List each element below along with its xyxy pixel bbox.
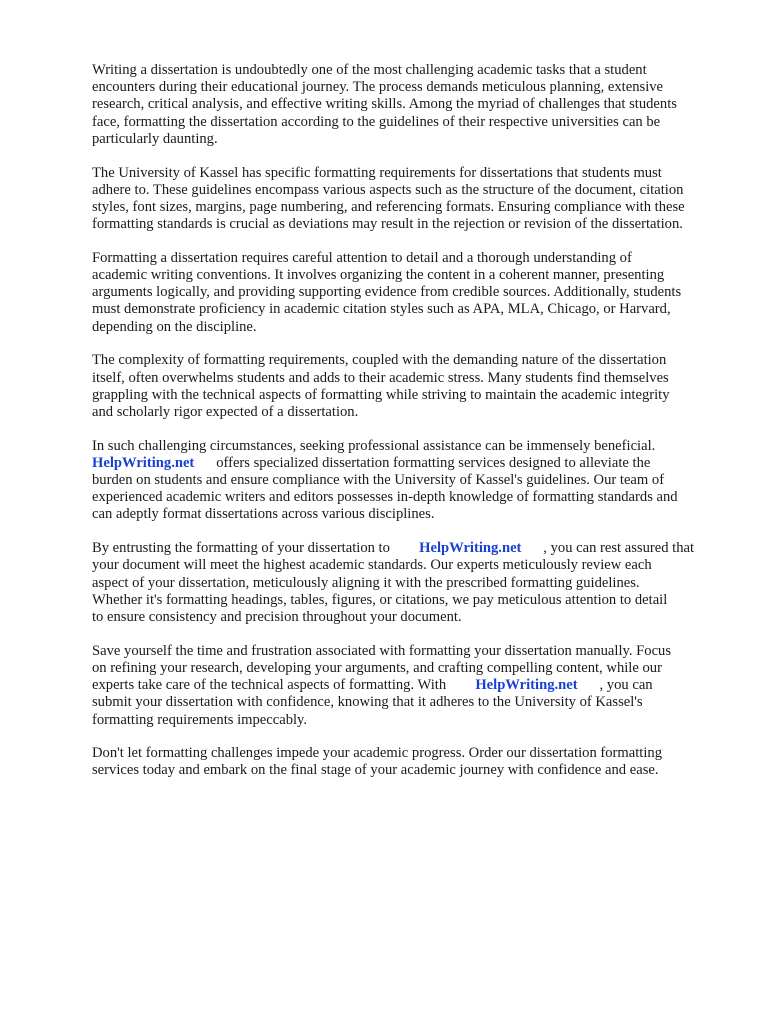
text-line: to ensure consistency and precision throughout your document. — [92, 608, 462, 625]
text-line — [92, 455, 728, 472]
paragraph-1 — [92, 62, 728, 148]
text-line: burden on students and ensure compliance with the University of Kassel's guidelines. Our team of — [92, 472, 665, 489]
text-line: must demonstrate proficiency in academic citation styles such as APA, MLA, Chicago, or Harvard, — [92, 301, 671, 318]
paragraph-4 — [92, 352, 728, 421]
helpwriting-link[interactable]: HelpWriting.net — [419, 540, 522, 557]
paragraph-6 — [92, 540, 728, 626]
text-line: Formatting a dissertation requires careful attention to detail and a thorough understanding of — [92, 249, 632, 266]
paragraph-2 — [92, 165, 728, 234]
text-fragment: By entrusting the formatting of your dissertation to — [92, 540, 390, 557]
text-line: arguments logically, and providing supporting evidence from credible sources. Additionally, students — [92, 284, 682, 301]
paragraph-7 — [92, 643, 728, 729]
text-fragment: experts take care of the technical aspects of formatting. With — [92, 677, 447, 694]
text-line: encounters during their educational journey. The process demands meticulous planning, extensive — [92, 79, 664, 96]
text-line: styles, font sizes, margins, page numbering, and referencing formats. Ensuring compliance with these — [92, 198, 685, 215]
text-line: services today and embark on the final stage of your academic journey with confidence and ease. — [92, 762, 659, 779]
text-line: formatting standards is crucial as deviations may result in the rejection or revision of the dissertation. — [92, 216, 683, 233]
text-line — [92, 677, 728, 694]
link-spacer — [446, 677, 475, 693]
text-line: The University of Kassel has specific formatting requirements for dissertations that students must — [92, 164, 662, 181]
text-line: Whether it's formatting headings, tables, figures, or citations, we pay meticulous attention to detail — [92, 591, 668, 608]
text-line: face, formatting the dissertation according to the guidelines of their respective universities can be — [92, 113, 661, 130]
link-spacer — [521, 540, 543, 556]
text-line: on refining your research, developing your arguments, and crafting compelling content, while our — [92, 659, 662, 676]
text-line: The complexity of formatting requirements, coupled with the demanding nature of the dissertation — [92, 352, 667, 369]
text-line: formatting requirements impeccably. — [92, 711, 308, 728]
link-spacer — [578, 677, 600, 693]
text-line: aspect of your dissertation, meticulously aligning it with the prescribed formatting guidelines. — [92, 574, 640, 591]
paragraph-8 — [92, 745, 728, 779]
text-line: Writing a dissertation is undoubtedly one of the most challenging academic tasks that a student — [92, 62, 647, 78]
text-line: Don't let formatting challenges impede your academic progress. Order our dissertation formatting — [92, 745, 662, 762]
link-spacer — [194, 455, 216, 471]
text-line — [92, 540, 728, 557]
text-line: research, critical analysis, and effective writing skills. Among the myriad of challenges that students — [92, 96, 677, 113]
link-spacer — [390, 540, 419, 556]
text-line: academic writing conventions. It involves organizing the content in a coherent manner, presenting — [92, 267, 665, 284]
text-line: In such challenging circumstances, seeking professional assistance can be immensely beneficial. — [92, 437, 656, 454]
paragraph-3 — [92, 250, 728, 336]
text-line: Save yourself the time and frustration associated with formatting your dissertation manually. Focus — [92, 642, 672, 659]
helpwriting-link[interactable]: HelpWriting.net — [475, 677, 578, 694]
helpwriting-link[interactable]: HelpWriting.net — [92, 454, 195, 471]
text-line: grappling with the technical aspects of formatting while striving to maintain the academic integrity — [92, 386, 670, 403]
document-body — [92, 62, 728, 796]
text-line: depending on the discipline. — [92, 318, 257, 335]
text-fragment: , you can — [599, 677, 653, 694]
text-fragment: offers specialized dissertation formatting services designed to alleviate the — [216, 454, 651, 471]
paragraph-5 — [92, 438, 728, 524]
text-line: submit your dissertation with confidence, knowing that it adheres to the University of Kassel's — [92, 694, 643, 711]
text-line: adhere to. These guidelines encompass various aspects such as the structure of the document, citation — [92, 181, 684, 198]
text-line: can adeptly format dissertations across various disciplines. — [92, 506, 435, 523]
text-line: your document will meet the highest academic standards. Our experts meticulously review each — [92, 557, 652, 574]
text-line: and scholarly rigor expected of a dissertation. — [92, 403, 359, 420]
text-line: particularly daunting. — [92, 130, 218, 147]
text-line: experienced academic writers and editors possesses in-depth knowledge of formatting standards and — [92, 489, 678, 506]
text-line: itself, often overwhelms students and adds to their academic stress. Many students find themselves — [92, 369, 669, 386]
text-fragment: , you can rest assured that — [543, 540, 695, 557]
